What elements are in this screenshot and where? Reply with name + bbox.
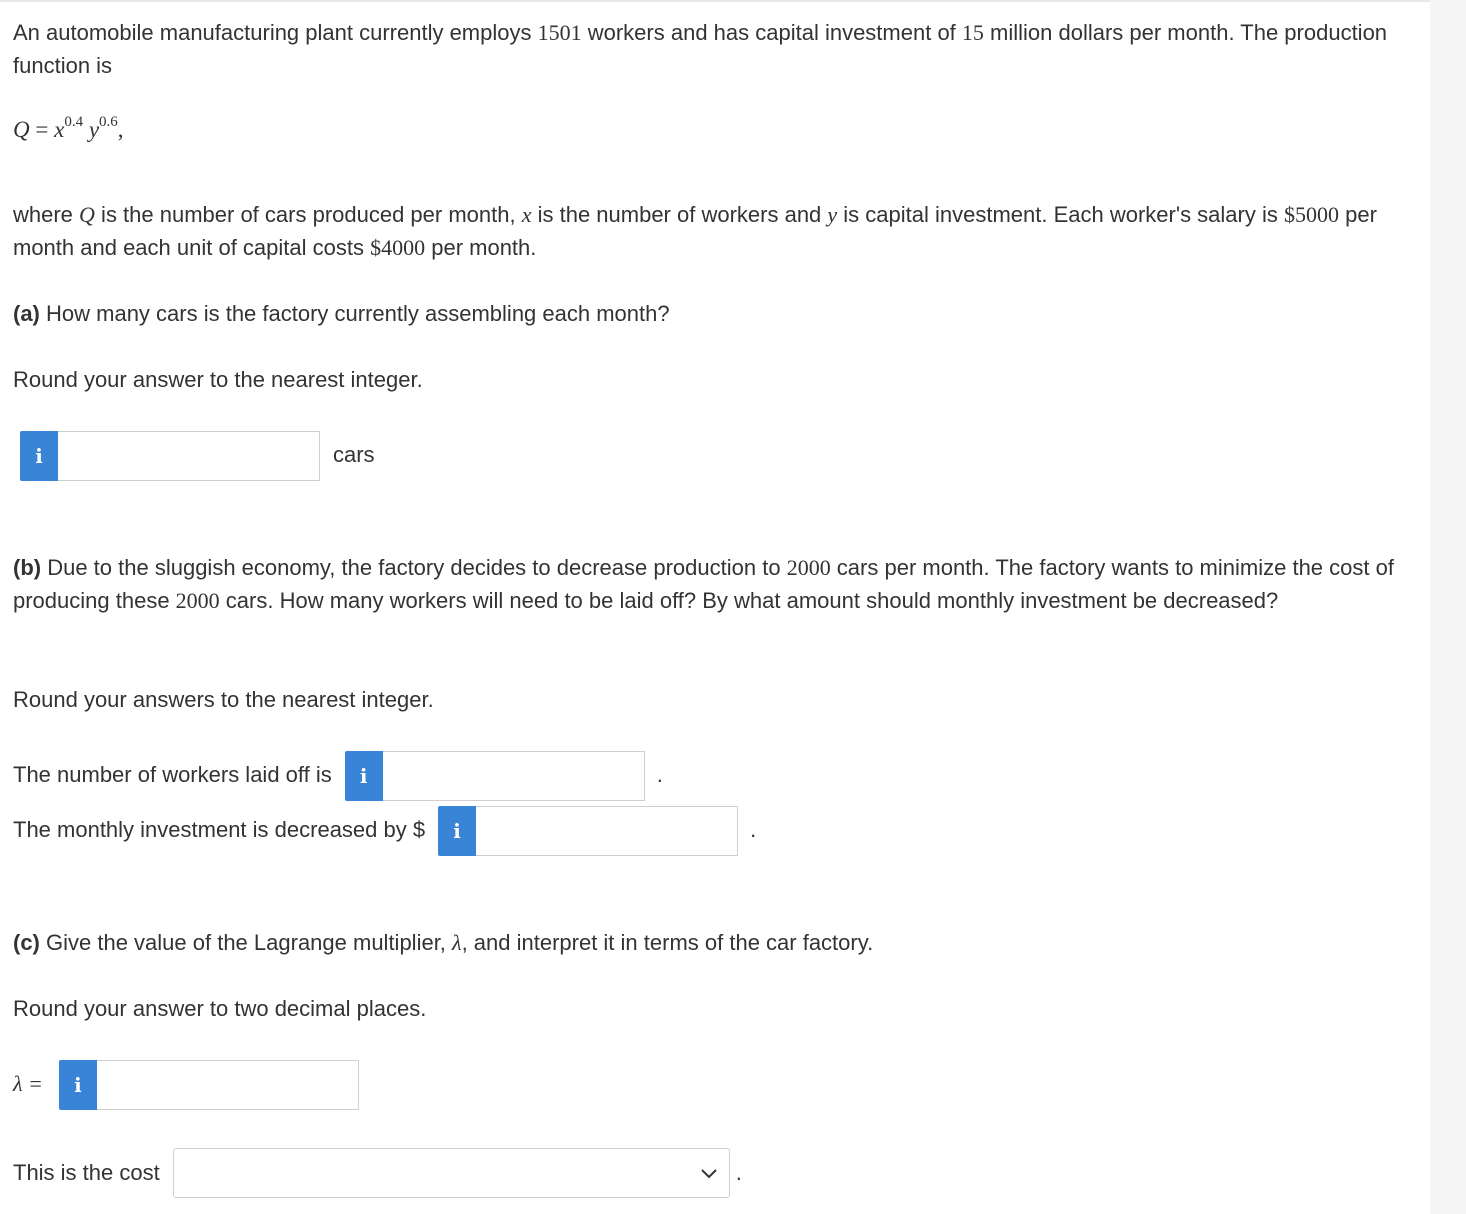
info-icon[interactable]: i (438, 806, 476, 856)
chevron-down-icon (699, 1163, 719, 1183)
lambda-row (13, 1060, 359, 1108)
lambda-input[interactable] (97, 1060, 359, 1110)
period: . (735, 1160, 742, 1185)
investment-field (438, 806, 738, 854)
scroll-gutter (1430, 0, 1466, 1214)
cost-interpretation-row (13, 1148, 742, 1198)
cars-input[interactable] (58, 431, 320, 481)
where-paragraph: where Q is the number of cars produced per month, x is the number of workers and y is capital investment. Each worker's salary is $5000 per month and each unit of capital costs $4000 per month. (13, 202, 1377, 260)
problem-text (13, 16, 1413, 82)
cost-interpretation-select[interactable] (173, 1148, 730, 1198)
part-c-round-instruction: Round your answer to two decimal places. (13, 996, 427, 1021)
part-b-round-instruction: Round your answers to the nearest integer. (13, 687, 434, 712)
info-icon[interactable]: i (20, 431, 58, 481)
lambda-field (59, 1060, 359, 1108)
production-formula: $Q = x^{0.4}$ $y^{0.6}$, (13, 114, 124, 142)
investment-decrease-input[interactable] (476, 806, 738, 856)
part-a-field (20, 431, 320, 479)
period: . (750, 817, 757, 842)
workers-laid-off-row (13, 751, 663, 799)
info-icon[interactable]: i (59, 1060, 97, 1110)
workers-field (345, 751, 645, 799)
part-a-question: (a) How many cars is the factory currently assembling each month? (13, 301, 670, 326)
cars-unit-label: cars (333, 442, 375, 467)
part-c-question: (c) Give the value of the Lagrange multiplier, λ, and interpret it in terms of the car factory. (13, 930, 874, 955)
intro-paragraph: An automobile manufacturing plant currently employs 1501 workers and has capital investment of 15 million dollars per month. The production function is (13, 20, 1388, 78)
investment-decrease-row (13, 806, 756, 854)
lambda-label: λ = (13, 1071, 43, 1096)
info-icon[interactable]: i (345, 751, 383, 801)
workers-laid-off-input[interactable] (383, 751, 645, 801)
part-a-answer-row (20, 431, 375, 479)
workers-laid-off-label: The number of workers laid off is (13, 762, 332, 787)
cost-label: This is the cost (13, 1160, 160, 1185)
top-divider (0, 0, 1430, 2)
investment-decrease-label: The monthly investment is decreased by $ (13, 817, 426, 842)
part-a-round-instruction: Round your answer to the nearest integer. (13, 367, 423, 392)
period: . (656, 762, 663, 787)
part-b-question: (b) Due to the sluggish economy, the factory decides to decrease production to 2000 cars per month. The factory wants to minimize the cost of producing these 2000 cars. How many workers will need to be laid off? By what amount should monthly investment be decreased? (13, 555, 1394, 613)
